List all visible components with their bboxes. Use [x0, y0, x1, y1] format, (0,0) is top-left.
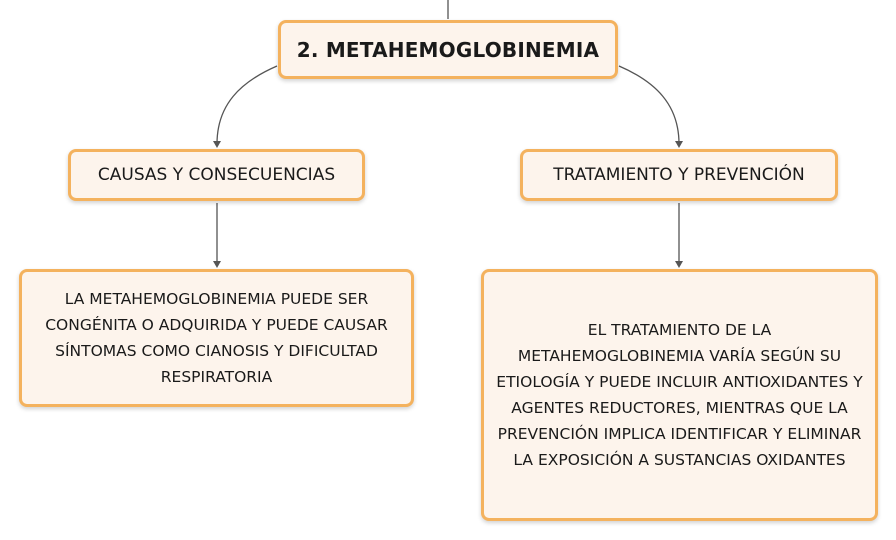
arrowhead-tratamiento-detail — [675, 261, 683, 268]
connector-root-to-causas — [217, 66, 277, 144]
detail-node-tratamiento[interactable] — [481, 269, 878, 521]
arrowhead-causas-detail — [213, 261, 221, 268]
detail-text-causas: LA METAHEMOGLOBINEMIA PUEDE SER CONGÉNITA O ADQUIRIDA Y PUEDE CAUSAR SÍNTOMAS COMO CIANOSIS Y DIFICULTAD RESPIRATORIA — [45, 290, 388, 386]
arrowhead-causas — [213, 141, 221, 148]
root-topic-title: 2. METAHEMOGLOBINEMIA — [296, 37, 600, 62]
branch-node-causas[interactable] — [68, 149, 365, 201]
branch-label-causas: CAUSAS Y CONSECUENCIAS — [97, 165, 336, 185]
connector-root-to-tratamiento — [619, 66, 679, 144]
arrowhead-tratamiento — [675, 141, 683, 148]
detail-text-tratamiento: EL TRATAMIENTO DE LA METAHEMOGLOBINEMIA VARÍA SEGÚN SU ETIOLOGÍA Y PUEDE INCLUIR ANTIOXIDANTES Y AGENTES REDUCTORES, MIENTRAS QUE LA PREVENCIÓN IMPLICA IDENTIFICAR Y ELIMINAR LA EXPOSICIÓN A SUSTANCIAS OXIDANTES — [496, 321, 863, 469]
branch-node-tratamiento[interactable] — [520, 149, 838, 201]
root-topic-node[interactable] — [278, 20, 618, 79]
detail-node-causas[interactable] — [19, 269, 414, 407]
branch-label-tratamiento: TRATAMIENTO Y PREVENCIÓN — [553, 165, 805, 185]
